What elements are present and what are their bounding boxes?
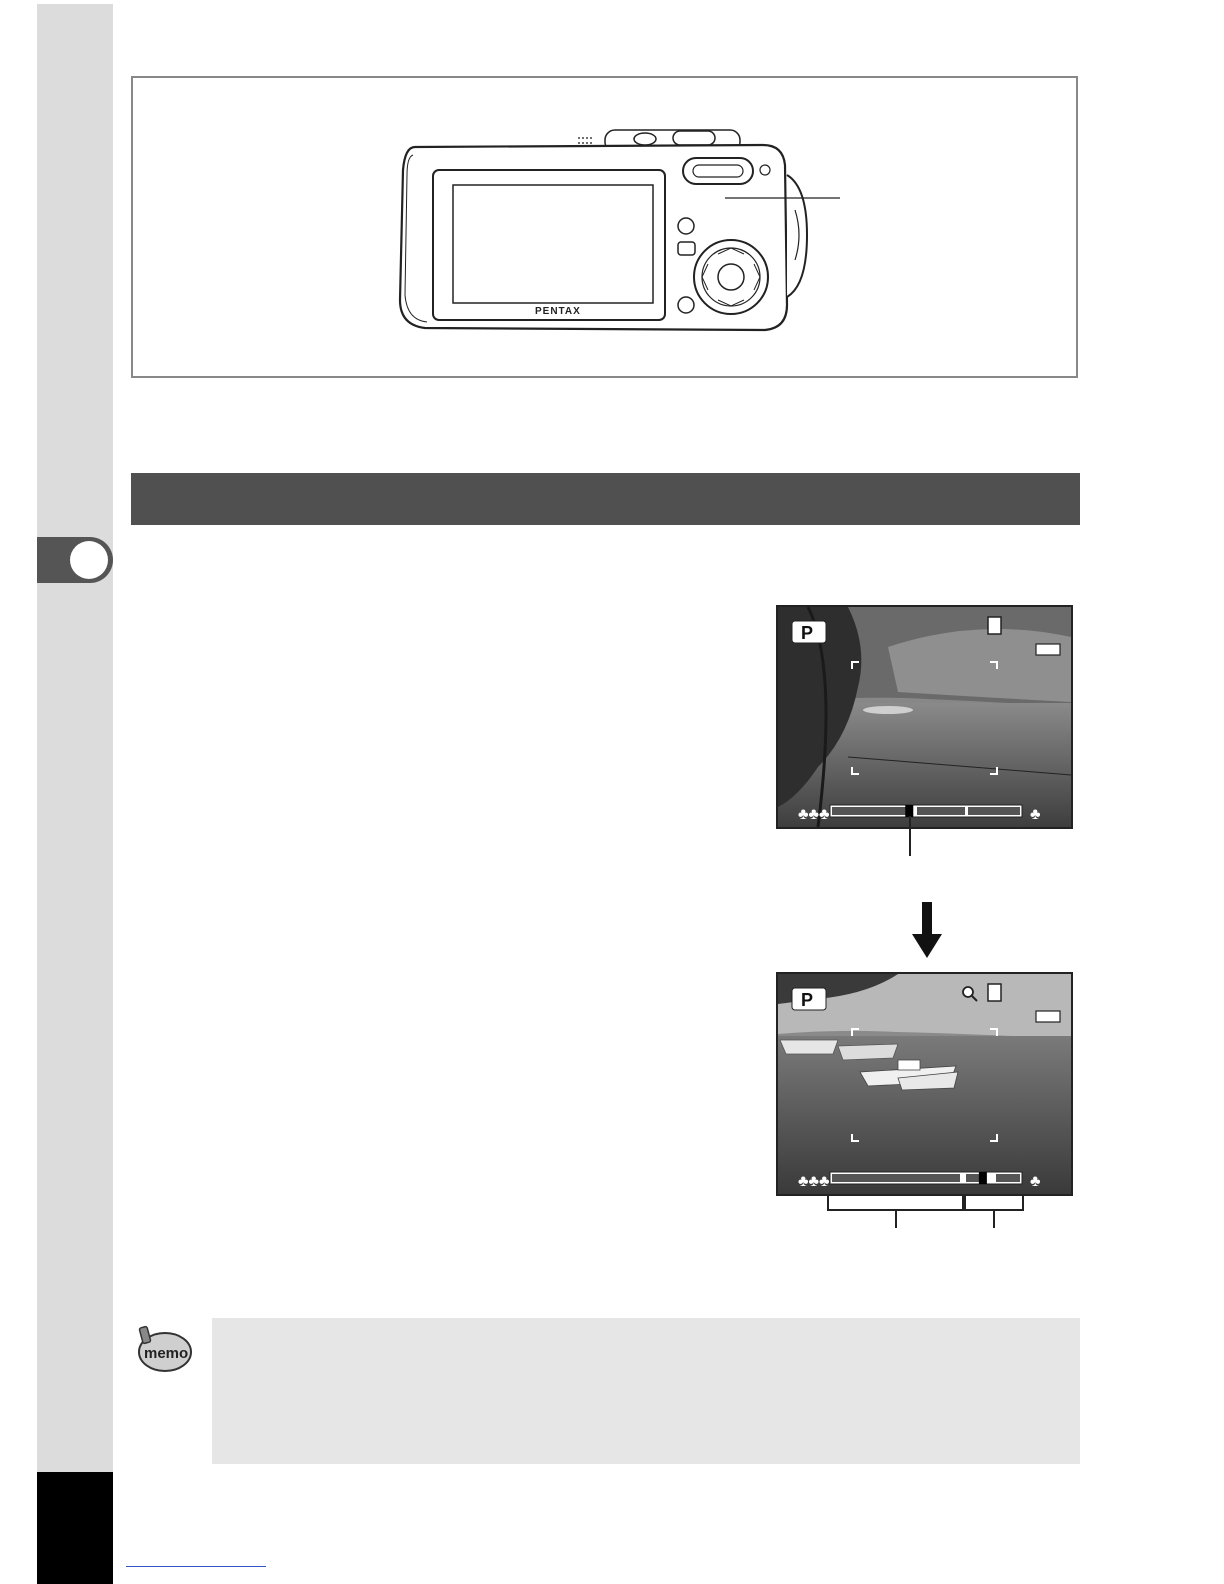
tele-zoom-icon: ♣ [1030,1173,1041,1190]
battery-icon [1036,1011,1060,1022]
wide-zoom-icon: ♣♣♣ [798,806,830,823]
optical-zoom-bracket [828,1196,963,1210]
digital-zoom-bracket [965,1196,1023,1210]
chapter-number-circle [70,541,108,579]
shutter-button-icon [673,131,715,145]
power-button-icon [634,133,656,145]
page-corner-block [37,1472,113,1584]
distant-boats [863,706,913,714]
memory-card-icon [988,984,1001,1001]
river-water [778,1036,1071,1194]
wide-zoom-icon: ♣♣♣ [798,1173,830,1190]
mode-label: P [801,990,814,1010]
memo-icon [133,1325,193,1375]
side-strip-gap [37,0,113,4]
camera-brand-label: PENTAX [535,306,581,317]
zoom-position-marker [979,1172,987,1184]
ok-button-icon [718,264,744,290]
footer-link-underline [126,1566,266,1567]
zoom-range-brackets [776,1194,1073,1234]
camera-lcd-screen [453,185,653,303]
speaker-grille-icon [578,137,592,144]
mode-button-icon [678,242,695,255]
menu-button-icon [678,297,694,313]
svg-text:memo: memo [144,1345,189,1362]
tele-zoom-icon: ♣ [1030,806,1041,823]
zoom-position-callout-line [909,816,911,856]
page-side-strip [37,0,113,1584]
lcd-screen-wide [776,605,1073,829]
playback-button-icon [678,218,694,234]
mode-label: P [801,623,814,643]
memory-card-icon [988,617,1001,634]
camera-grip [787,175,807,297]
down-arrow-icon [912,902,942,958]
section-heading-bar [131,473,1080,525]
camera-illustration [395,125,845,340]
memo-box [212,1318,1080,1464]
battery-icon [1036,644,1060,655]
lcd-screen-zoomed [776,972,1073,1196]
